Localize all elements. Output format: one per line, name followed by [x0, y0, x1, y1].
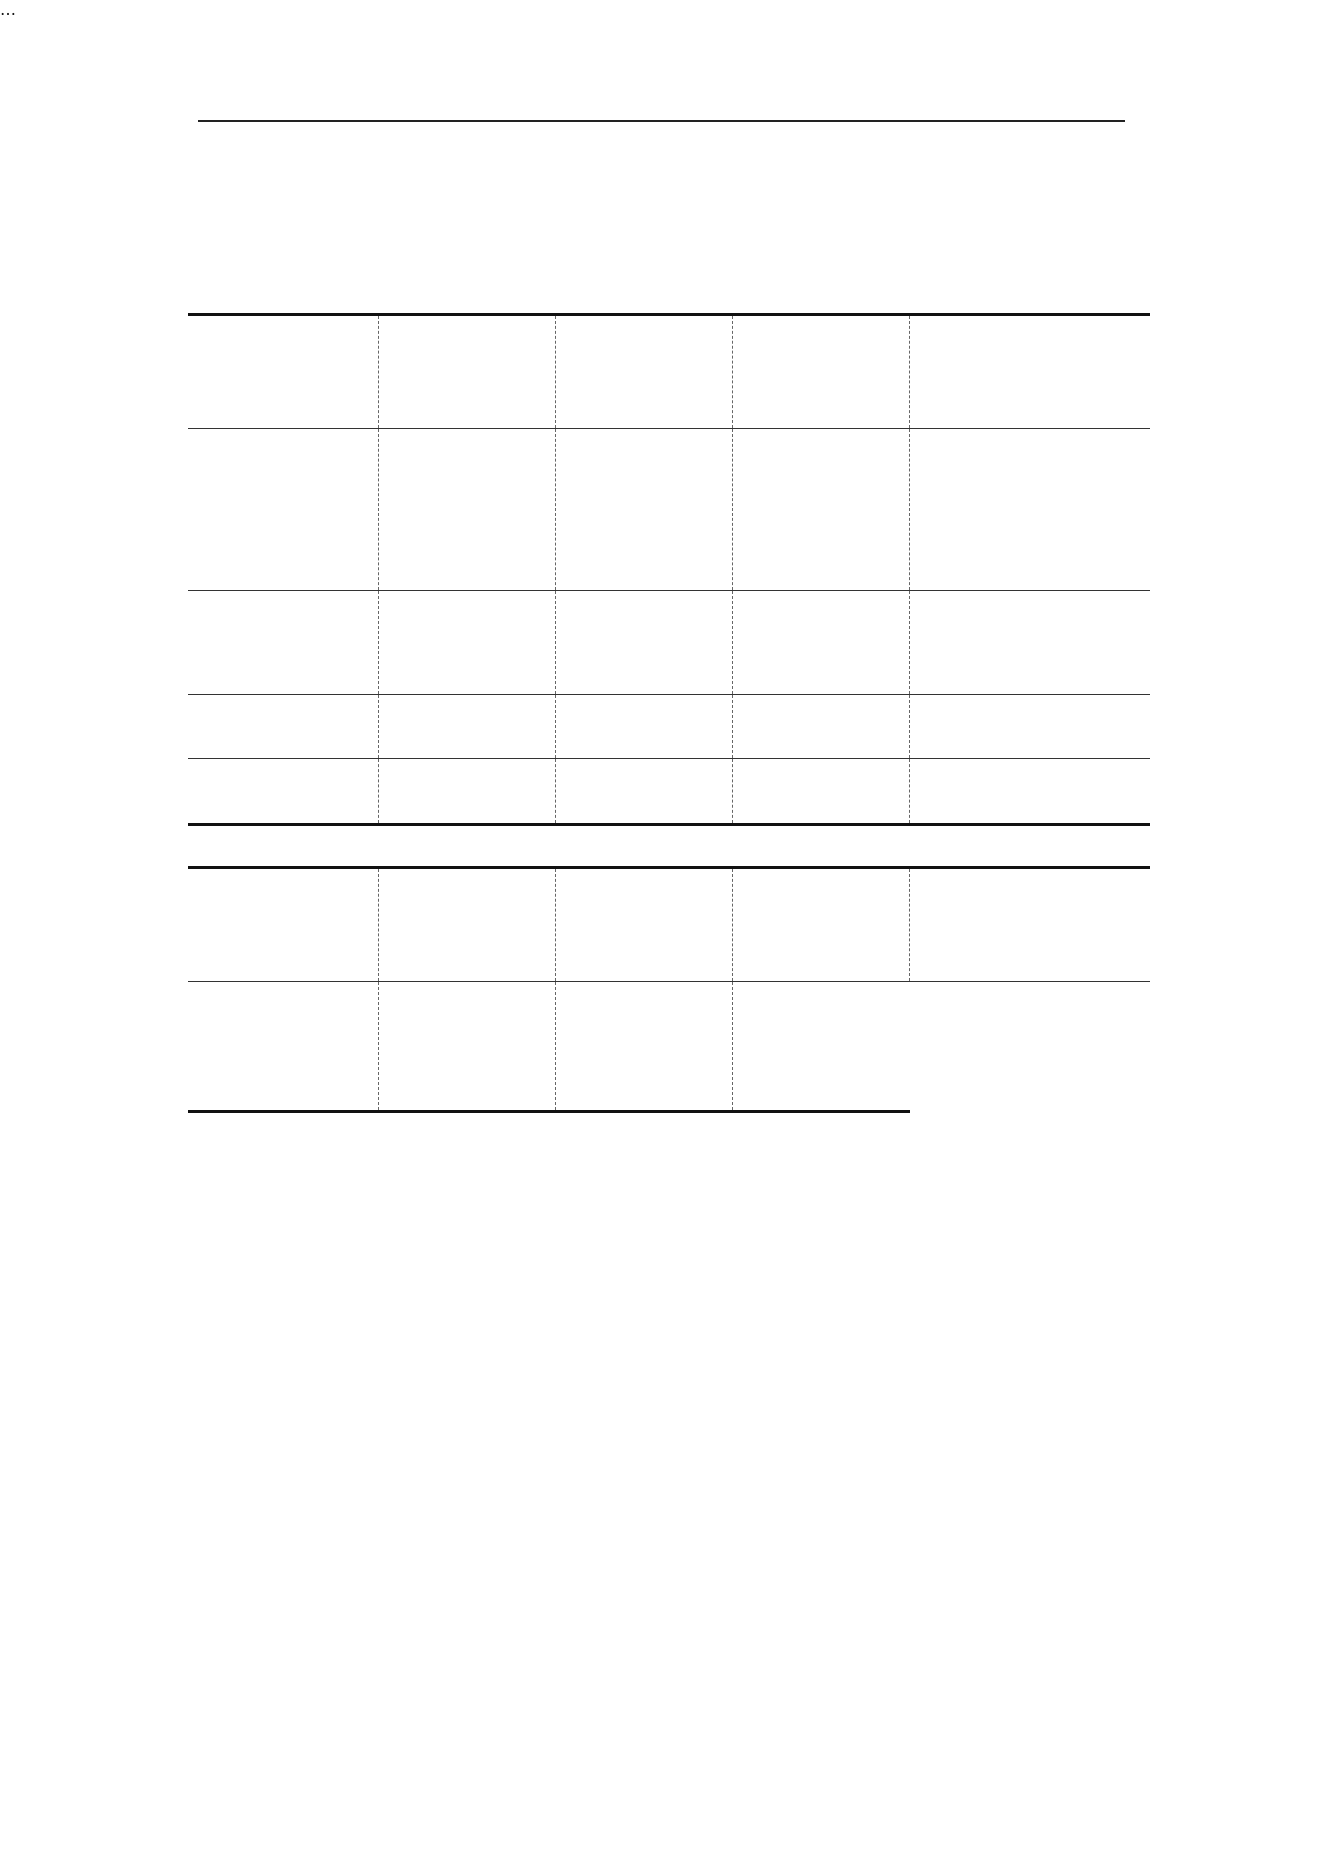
row-reason [910, 591, 1151, 695]
header-adjustment [556, 868, 733, 982]
row-before [379, 759, 556, 825]
header-item [188, 868, 379, 982]
row-adjustment [556, 759, 733, 825]
row-before [379, 591, 556, 695]
row-before [379, 982, 556, 1112]
row-after [733, 429, 910, 591]
table-header-row [188, 315, 1150, 429]
table-row [188, 591, 1150, 695]
document-page: … [0, 0, 1323, 1871]
row-item [188, 759, 379, 825]
balance-sheet-2023-table [188, 313, 1150, 826]
row-item [188, 429, 379, 591]
row-adjustment [556, 429, 733, 591]
row-after [733, 591, 910, 695]
row-item [188, 591, 379, 695]
income-statement-2023-table [188, 866, 1150, 1113]
header-reason [910, 868, 1151, 982]
row-adjustment [556, 982, 733, 1112]
row-adjustment [556, 695, 733, 759]
header-divider [198, 120, 1125, 122]
header-item [188, 315, 379, 429]
header-adjustment [556, 315, 733, 429]
row-after [733, 759, 910, 825]
row-reason [910, 695, 1151, 759]
row-reason [910, 429, 1151, 591]
row-item [188, 982, 379, 1112]
table-header-row [188, 868, 1150, 982]
table-row [188, 429, 1150, 591]
header-after [733, 315, 910, 429]
row-after [733, 982, 910, 1112]
row-before [379, 695, 556, 759]
header-before [379, 315, 556, 429]
row-item [188, 695, 379, 759]
table-row [188, 759, 1150, 825]
header-after [733, 868, 910, 982]
header-before [379, 868, 556, 982]
table-row [188, 982, 1150, 1112]
header-reason [910, 315, 1151, 429]
table-row [188, 695, 1150, 759]
row-before [379, 429, 556, 591]
row-reason [910, 759, 1151, 825]
row-after [733, 695, 910, 759]
row-adjustment [556, 591, 733, 695]
